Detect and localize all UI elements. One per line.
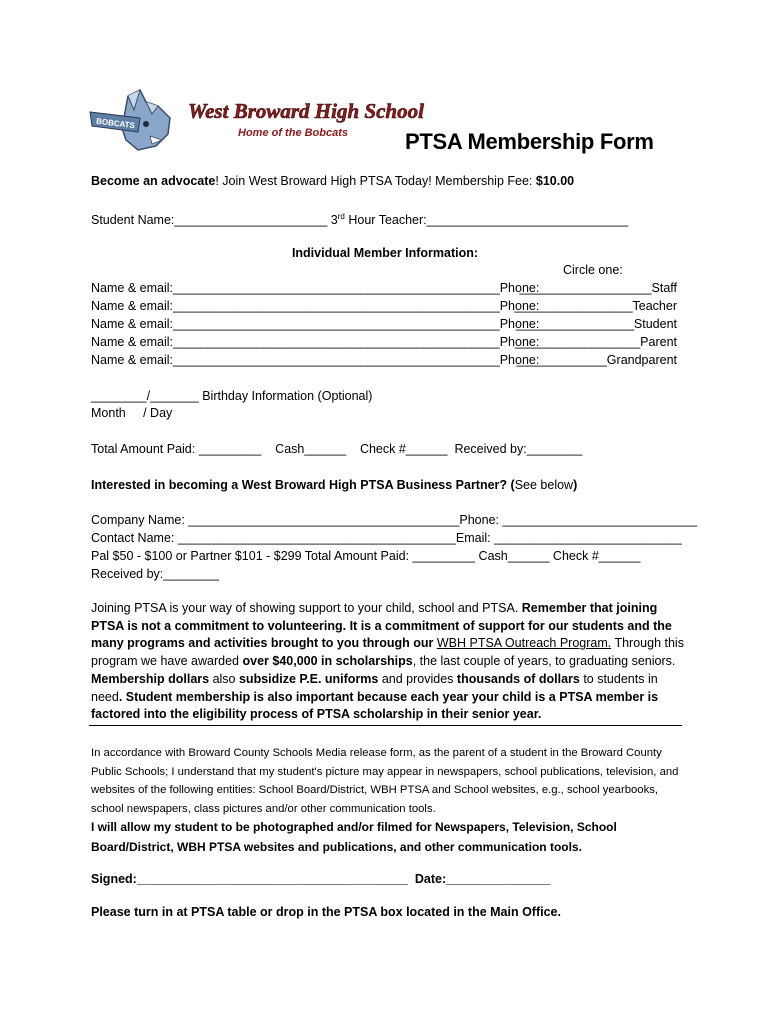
student-name-field[interactable]: Student Name:______________________ [91, 213, 328, 228]
school-tagline: Home of the Bobcats [238, 127, 349, 139]
signature-line[interactable]: Signed:_______________________________________ Date:_______________ [91, 872, 551, 886]
birthday-field[interactable]: ________/_______ Birthday Information (Optional) [91, 389, 373, 403]
teacher-field[interactable]: Hour Teacher:_____________________________ [344, 213, 629, 228]
form-title: PTSA Membership Form [405, 129, 654, 154]
payment-line[interactable]: Total Amount Paid: _________ Cash______ Check #______ Received by:________ [91, 442, 583, 456]
circle-one-label: Circle one: [563, 263, 623, 277]
school-name: West Broward High School [188, 99, 424, 123]
company-line[interactable]: Company Name: _______________________________________Phone: ____________________________ [91, 513, 698, 527]
student-teacher-line: Student Name:______________________ 3rd Hour Teacher:_____________________________ [91, 212, 629, 228]
pal-partner-line[interactable]: Pal $50 - $100 or Partner $101 - $299 Total Amount Paid: _________ Cash______ Check #______ [91, 549, 641, 563]
outreach-program-link[interactable]: WBH PTSA Outreach Program. [436, 636, 612, 651]
member-role[interactable]: _________________Student [515, 317, 677, 331]
member-row[interactable]: Name & email:_______________________________________________Phone: [91, 353, 540, 367]
bobcat-mascot-icon [88, 88, 424, 158]
divider [89, 725, 682, 726]
intro-line: Become an advocate! Join West Broward High PTSA Today! Membership Fee: $10.00 [91, 174, 575, 188]
member-row[interactable]: Name & email:_______________________________________________Phone: [91, 299, 540, 313]
business-heading: Interested in becoming a West Broward High PTSA Business Partner? (See below) [91, 478, 578, 492]
school-logo [88, 88, 424, 158]
member-role[interactable]: ___________________Staff [519, 281, 677, 295]
member-role[interactable]: __________________Parent [515, 335, 677, 349]
received-line[interactable]: Received by:________ [91, 567, 219, 581]
joining-paragraph: Joining PTSA is your way of showing support to your child, school and PTSA. Remember that joining PTSA is not a commitment to volunteering. It is a commitment of support for our students and the many programs and activities brought to you through our WBH PTSA Outreach Program. Through this program we have awarded over $40,000 in scholarships, the last couple of years, to graduating seniors. Membership dollars also subsidize P.E. uniforms and provides thousands of dollars to students in need. Student membership is also important because each year your child is a PTSA member is factored into the eligibility process of PTSA scholarship in their senior year. [91, 601, 684, 722]
member-row[interactable]: Name & email:_______________________________________________Phone: [91, 335, 540, 349]
birthday-labels: Month / Day [91, 406, 173, 420]
member-role[interactable]: _________________Teacher [514, 299, 677, 313]
turn-in-note: Please turn in at PTSA table or drop in the PTSA box located in the Main Office. [91, 905, 561, 919]
contact-line[interactable]: Contact Name: ________________________________________Email: ___________________________ [91, 531, 682, 545]
member-row[interactable]: Name & email:_______________________________________________Phone: [91, 281, 540, 295]
member-info-heading: Individual Member Information: [291, 246, 479, 260]
media-release-paragraph: In accordance with Broward County Schools Media release form, as the parent of a student in the Broward County Public Schools; I understand that my student's picture may appear in newspapers, school publications, television, and websites of the following entities: School Board/District, WBH PTSA and School websites, e.g., school yearbooks, school newspapers, class pictures and/or other communication tools. I will allow my student to be photographed and/or filmed for Newspapers, Television, School Board/District, WBH PTSA websites and publications, and other communication tools. [91, 747, 679, 854]
member-role[interactable]: _____________Grandparent [516, 353, 677, 367]
svg-text:BOBCATS: BOBCATS [95, 116, 136, 131]
member-row[interactable]: Name & email:_______________________________________________Phone: [91, 317, 540, 331]
